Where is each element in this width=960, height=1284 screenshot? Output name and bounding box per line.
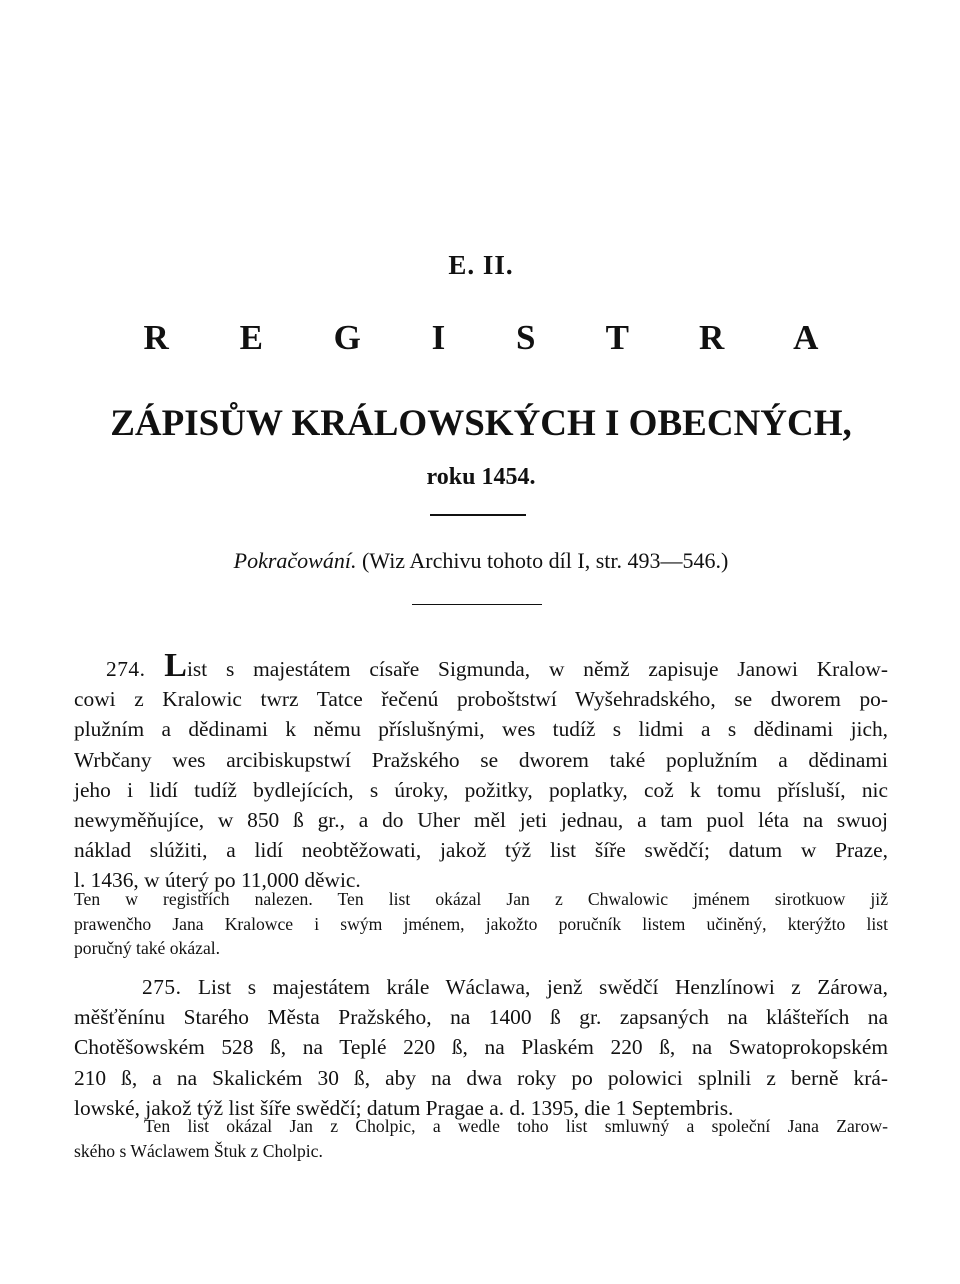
entry-275-note (74, 1114, 888, 1163)
entry-274-line-2: cowi z Kralowic twrz Tatce řečenú proboštstwí Wyšehradského, se dworem po- (74, 687, 888, 712)
continuation-label: Pokračowání. (233, 548, 357, 573)
entry-275-note-line-2: ského s Wáclawem Štuk z Cholpic. (74, 1140, 323, 1161)
main-title (74, 318, 888, 358)
entry-275-note-text-1: Ten list okázal Jan z Cholpic, a wedle toho list smluwný a společní Jana Zarow- (144, 1116, 888, 1136)
entry-274-dropcap: L (164, 647, 187, 684)
entry-275-line-3: Chotěšowském 528 ß, na Teplé 220 ß, na Plaském 220 ß, na Swatoprokopském (74, 1035, 888, 1060)
main-title-text: R E G I S T R A (143, 318, 850, 357)
short-divider (430, 514, 526, 516)
entry-275 (74, 972, 888, 1123)
entry-274-line-3: plužním a dědinami k němu příslušnými, wes tudíž s lidmi a s dědinami jich, (74, 717, 888, 742)
entry-275-line-2: měšťěnínu Starého Města Pražského, na 1400 ß gr. zapsaných na klášteřích na (74, 1005, 888, 1030)
entry-275-line-5: lowské, jakož týž list šíře swědčí; datum Pragae a. d. 1395, die 1 Septembris. (74, 1095, 734, 1120)
entry-275-first-line: List s majestátem krále Wáclawa, jenž swědčí Henzlínowi z Zárowa, (197, 975, 888, 999)
entry-274-line-8: l. 1436, w úterý po 11,000 děwic. (74, 868, 361, 893)
entry-274-line-5: jeho i lidí tudíž bydlejících, s úroky, požitky, poplatky, což k tomu přísluší, nic (74, 777, 888, 802)
entry-274-line-1 (74, 647, 888, 684)
continuation-line (74, 548, 888, 574)
entry-275-number: 275. (142, 975, 182, 999)
entry-274-note-text-1: Ten w registřích nalezen. Ten list okázal Jan z Chwalowic jménem sirotkuow již (74, 889, 888, 909)
entry-274-line-6: newyměňujíce, w 850 ß gr., a do Uher měl jeti jednau, a tam puol léta na swuoj (74, 808, 888, 833)
entry-274-line-7: náklad slúžiti, a lidí neobtěžowati, jakož týž list šíře swědčí; datum w Praze, (74, 838, 888, 863)
subtitle: ZÁPISŮW KRÁLOWSKÝCH I OBECNÝCH, (110, 403, 852, 444)
entry-274-note-line-2: prawenčho Jana Kralowce i swým jménem, jakožto poručník listem učiněný, kterýžto list (74, 913, 888, 934)
entry-275-line-4: 210 ß, a na Skalickém 30 ß, aby na dwa roky po polowici splnili z berně krá- (74, 1065, 888, 1090)
entry-275-line-1 (74, 972, 888, 1002)
entry-274-line-4: Wrbčany wes arcibiskupstwí Pražského se dworem také poplužním a dědinami (74, 747, 888, 772)
entry-275-note-line-1 (74, 1114, 888, 1139)
year-line: roku 1454. (426, 464, 536, 490)
entry-274-note-line-3: poručný také okázal. (74, 938, 221, 959)
entry-274 (74, 647, 888, 896)
long-divider (412, 604, 542, 605)
entry-274-number: 274. (106, 657, 146, 681)
document-page (74, 0, 888, 1284)
entry-274-note (74, 887, 888, 961)
section-mark: E. II. (448, 250, 514, 280)
entry-274-first-line: ist s majestátem císaře Sigmunda, w němž zapisuje Janowi Kralow- (186, 657, 888, 681)
entry-274-note-line-1 (74, 887, 888, 912)
continuation-reference: (Wiz Archivu tohoto díl I, str. 493—546.) (361, 548, 729, 573)
